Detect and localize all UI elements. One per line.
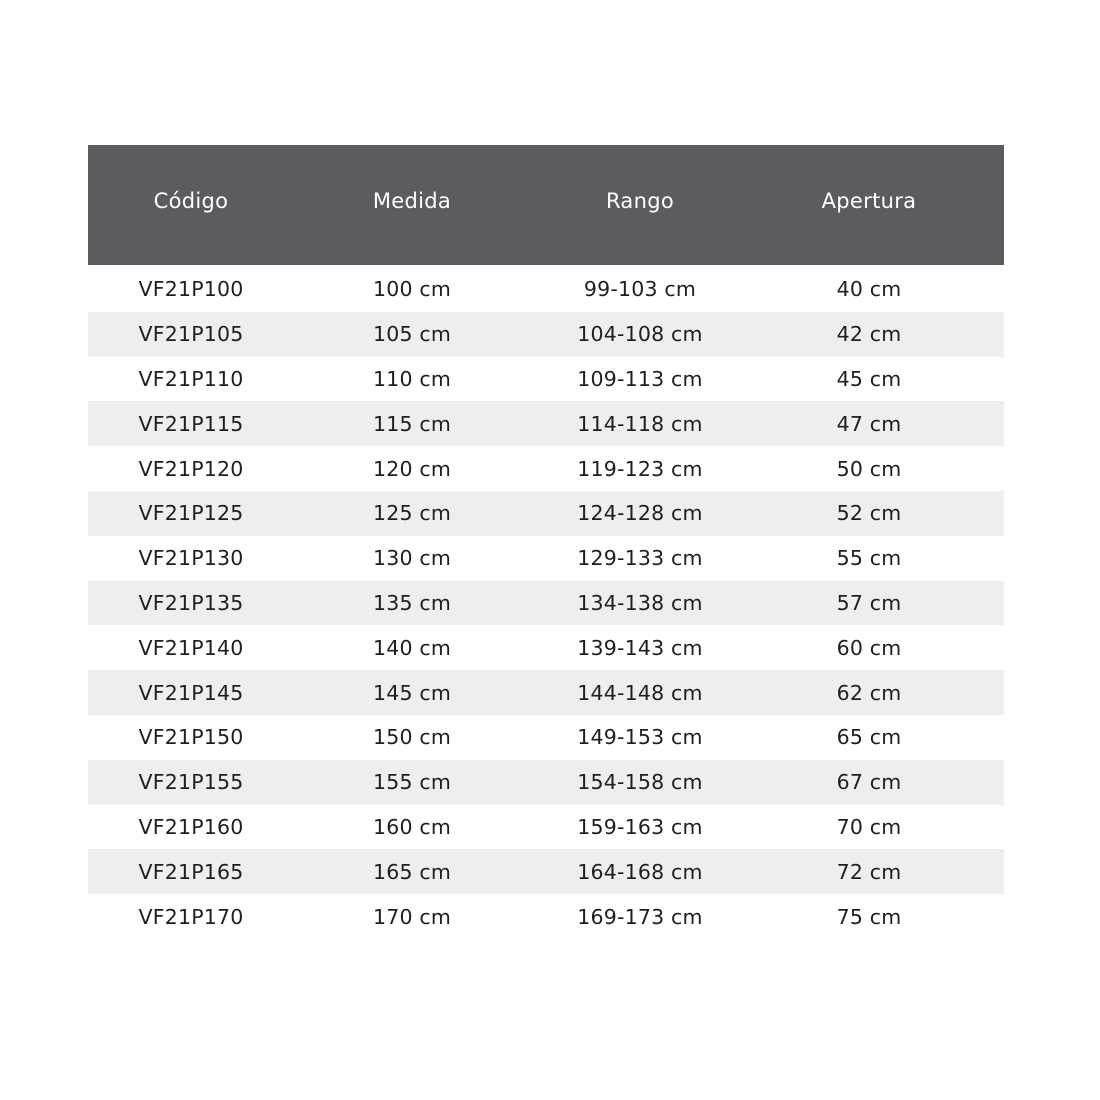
table-row [88, 536, 1004, 581]
cell-medida: 115 cm [372, 411, 452, 436]
table-row [88, 357, 1004, 402]
cell-rango: 99-103 cm [583, 277, 697, 302]
table-row [88, 760, 1004, 805]
cell-codigo: VF21P150 [138, 725, 244, 750]
cell-codigo: VF21P105 [138, 322, 244, 347]
table-row [88, 491, 1004, 536]
size-table [88, 145, 1004, 939]
cell-rango: 129-133 cm [577, 546, 703, 571]
cell-rango: 119-123 cm [577, 456, 703, 481]
cell-apertura: 75 cm [836, 904, 902, 929]
cell-codigo: VF21P140 [138, 635, 244, 660]
cell-medida: 160 cm [372, 814, 452, 839]
cell-rango: 164-168 cm [577, 859, 703, 884]
cell-apertura: 65 cm [836, 725, 902, 750]
cell-medida: 155 cm [372, 770, 452, 795]
cell-rango: 154-158 cm [577, 770, 703, 795]
table-row [88, 401, 1004, 446]
cell-medida: 100 cm [372, 277, 452, 302]
cell-apertura: 70 cm [836, 814, 902, 839]
cell-medida: 140 cm [372, 635, 452, 660]
cell-rango: 134-138 cm [577, 590, 703, 615]
cell-rango: 109-113 cm [577, 366, 703, 391]
cell-apertura: 72 cm [836, 859, 902, 884]
cell-apertura: 42 cm [836, 322, 902, 347]
cell-codigo: VF21P160 [138, 814, 244, 839]
cell-apertura: 40 cm [836, 277, 902, 302]
cell-codigo: VF21P155 [138, 770, 244, 795]
cell-apertura: 62 cm [836, 680, 902, 705]
cell-rango: 139-143 cm [577, 635, 703, 660]
table-row [88, 805, 1004, 850]
cell-apertura: 60 cm [836, 635, 902, 660]
cell-medida: 145 cm [372, 680, 452, 705]
cell-apertura: 55 cm [836, 546, 902, 571]
cell-medida: 170 cm [372, 904, 452, 929]
cell-codigo: VF21P120 [138, 456, 244, 481]
table-row [88, 894, 1004, 939]
cell-rango: 124-128 cm [577, 501, 703, 526]
cell-medida: 125 cm [372, 501, 452, 526]
cell-medida: 165 cm [372, 859, 452, 884]
cell-rango: 169-173 cm [577, 904, 703, 929]
table-row [88, 715, 1004, 760]
cell-apertura: 67 cm [836, 770, 902, 795]
table-row [88, 625, 1004, 670]
cell-codigo: VF21P125 [138, 501, 244, 526]
header-apertura: Apertura [821, 189, 917, 213]
table-row [88, 581, 1004, 626]
cell-codigo: VF21P165 [138, 859, 244, 884]
table-row [88, 849, 1004, 894]
table-body [88, 265, 1004, 939]
cell-medida: 135 cm [372, 590, 452, 615]
table-row [88, 446, 1004, 491]
cell-codigo: VF21P145 [138, 680, 244, 705]
cell-rango: 149-153 cm [577, 725, 703, 750]
cell-codigo: VF21P110 [138, 366, 244, 391]
cell-codigo: VF21P130 [138, 546, 244, 571]
cell-rango: 144-148 cm [577, 680, 703, 705]
table-header-row [88, 145, 1004, 265]
cell-apertura: 52 cm [836, 501, 902, 526]
header-codigo: Código [153, 189, 229, 213]
cell-apertura: 50 cm [836, 456, 902, 481]
cell-medida: 120 cm [372, 456, 452, 481]
cell-rango: 159-163 cm [577, 814, 703, 839]
cell-rango: 104-108 cm [577, 322, 703, 347]
cell-codigo: VF21P135 [138, 590, 244, 615]
cell-apertura: 47 cm [836, 411, 902, 436]
cell-rango: 114-118 cm [577, 411, 703, 436]
cell-medida: 130 cm [372, 546, 452, 571]
cell-codigo: VF21P170 [138, 904, 244, 929]
header-medida: Medida [372, 189, 452, 213]
cell-codigo: VF21P100 [138, 277, 244, 302]
cell-medida: 105 cm [372, 322, 452, 347]
table-row [88, 312, 1004, 357]
cell-codigo: VF21P115 [138, 411, 244, 436]
header-rango: Rango [606, 189, 674, 213]
cell-medida: 110 cm [372, 366, 452, 391]
cell-medida: 150 cm [372, 725, 452, 750]
table-row [88, 267, 1004, 312]
cell-apertura: 45 cm [836, 366, 902, 391]
cell-apertura: 57 cm [836, 590, 902, 615]
table-row [88, 670, 1004, 715]
